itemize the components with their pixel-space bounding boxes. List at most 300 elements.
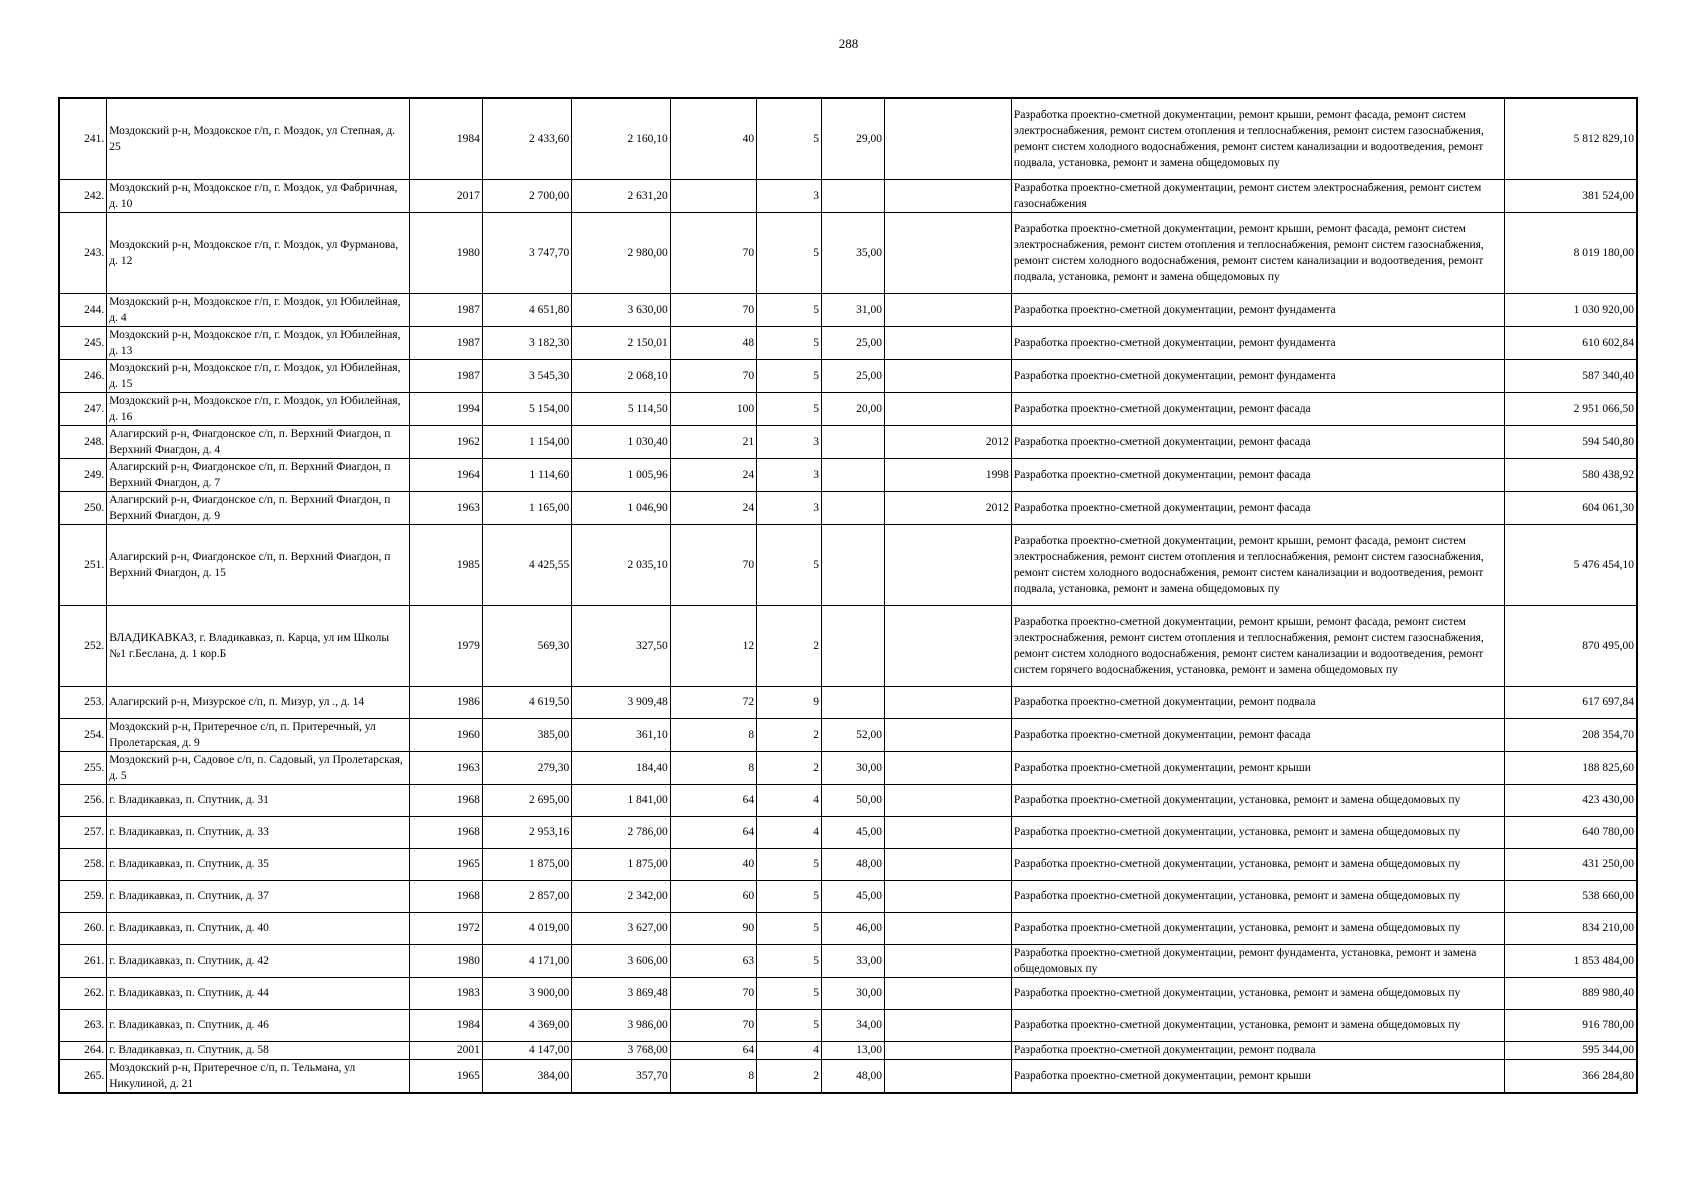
table-row	[59, 458, 1637, 491]
cell-year-built: 1979	[409, 605, 482, 686]
table-row	[59, 718, 1637, 751]
cell-residents: 24	[670, 458, 756, 491]
cell-area-total: 569,30	[482, 605, 571, 686]
cell-area-residential: 2 160,10	[572, 98, 670, 179]
cell-area-total: 3 182,30	[482, 326, 571, 359]
cell-last-repair-year	[885, 977, 1012, 1009]
table-row	[59, 1059, 1637, 1093]
cell-address: Моздокский р-н, Моздокское г/п, г. Моздок, ул Юбилейная, д. 13	[107, 326, 410, 359]
cell-works: Разработка проектно-сметной документации, ремонт фундамента, установка, ремонт и замена общедомовых пу	[1011, 944, 1505, 977]
cell-year-built: 1963	[409, 491, 482, 524]
cell-works: Разработка проектно-сметной документации, ремонт крыши, ремонт фасада, ремонт систем электроснабжения, ремонт систем отопления и теплоснабжения, ремонт систем газоснабжения, ремонт систем холодного водоснабжения, ремонт систем канализации и водоотведения, ремонт подвала, установка, ремонт и замена общедомовых пу	[1011, 212, 1505, 293]
cell-works: Разработка проектно-сметной документации, ремонт крыши	[1011, 1059, 1505, 1093]
cell-last-repair-year	[885, 944, 1012, 977]
cell-wear-percent	[822, 179, 885, 212]
cell-year-built: 1984	[409, 1009, 482, 1041]
cell-year-built: 1980	[409, 212, 482, 293]
cell-area-residential: 2 980,00	[572, 212, 670, 293]
cell-last-repair-year	[885, 524, 1012, 605]
cell-wear-percent: 35,00	[822, 212, 885, 293]
cell-address: ВЛАДИКАВКАЗ, г. Владикавказ, п. Карца, ул им Школы №1 г.Беслана, д. 1 кор.Б	[107, 605, 410, 686]
cell-area-total: 4 147,00	[482, 1041, 571, 1059]
cell-last-repair-year	[885, 912, 1012, 944]
table-row	[59, 977, 1637, 1009]
cell-area-total: 4 019,00	[482, 912, 571, 944]
cell-last-repair-year: 1998	[885, 458, 1012, 491]
cell-row-number: 248.	[59, 425, 107, 458]
cell-residents: 63	[670, 944, 756, 977]
cell-year-built: 1983	[409, 977, 482, 1009]
cell-wear-percent: 48,00	[822, 1059, 885, 1093]
cell-row-number: 257.	[59, 816, 107, 848]
cell-cost: 1 853 484,00	[1505, 944, 1637, 977]
cell-floors: 3	[757, 458, 822, 491]
cell-row-number: 265.	[59, 1059, 107, 1093]
cell-row-number: 256.	[59, 784, 107, 816]
cell-floors: 5	[757, 912, 822, 944]
cell-address: г. Владикавказ, п. Спутник, д. 33	[107, 816, 410, 848]
cell-residents: 8	[670, 751, 756, 784]
cell-residents: 21	[670, 425, 756, 458]
table-row	[59, 491, 1637, 524]
cell-area-total: 1 875,00	[482, 848, 571, 880]
cell-area-residential: 1 046,90	[572, 491, 670, 524]
cell-row-number: 260.	[59, 912, 107, 944]
cell-cost: 8 019 180,00	[1505, 212, 1637, 293]
cell-residents: 12	[670, 605, 756, 686]
cell-row-number: 252.	[59, 605, 107, 686]
cell-wear-percent: 25,00	[822, 326, 885, 359]
table-row	[59, 848, 1637, 880]
cell-floors: 5	[757, 944, 822, 977]
cell-area-total: 4 171,00	[482, 944, 571, 977]
table-row	[59, 392, 1637, 425]
cell-floors: 5	[757, 392, 822, 425]
cell-works: Разработка проектно-сметной документации, ремонт фасада	[1011, 718, 1505, 751]
cell-area-total: 3 747,70	[482, 212, 571, 293]
cell-residents: 100	[670, 392, 756, 425]
cell-area-total: 279,30	[482, 751, 571, 784]
cell-area-total: 384,00	[482, 1059, 571, 1093]
cell-wear-percent: 13,00	[822, 1041, 885, 1059]
cell-wear-percent	[822, 425, 885, 458]
cell-floors: 4	[757, 1041, 822, 1059]
cell-floors: 5	[757, 98, 822, 179]
table-row	[59, 524, 1637, 605]
cell-works: Разработка проектно-сметной документации, ремонт фасада	[1011, 491, 1505, 524]
cell-works: Разработка проектно-сметной документации, ремонт крыши, ремонт фасада, ремонт систем электроснабжения, ремонт систем отопления и теплоснабжения, ремонт систем газоснабжения, ремонт систем холодного водоснабжения, ремонт систем канализации и водоотведения, ремонт подвала, установка, ремонт и замена общедомовых пу	[1011, 98, 1505, 179]
cell-address: Моздокский р-н, Моздокское г/п, г. Моздок, ул Фурманова, д. 12	[107, 212, 410, 293]
cell-area-total: 2 433,60	[482, 98, 571, 179]
cell-row-number: 254.	[59, 718, 107, 751]
cell-floors: 5	[757, 524, 822, 605]
cell-area-residential: 3 909,48	[572, 686, 670, 718]
cell-works: Разработка проектно-сметной документации, установка, ремонт и замена общедомовых пу	[1011, 816, 1505, 848]
cell-residents: 70	[670, 293, 756, 326]
table-row	[59, 751, 1637, 784]
cell-row-number: 253.	[59, 686, 107, 718]
cell-year-built: 1963	[409, 751, 482, 784]
cell-residents: 90	[670, 912, 756, 944]
cell-works: Разработка проектно-сметной документации, установка, ремонт и замена общедомовых пу	[1011, 977, 1505, 1009]
table-row	[59, 686, 1637, 718]
cell-cost: 640 780,00	[1505, 816, 1637, 848]
cell-last-repair-year	[885, 359, 1012, 392]
cell-address: г. Владикавказ, п. Спутник, д. 40	[107, 912, 410, 944]
table-row	[59, 912, 1637, 944]
cell-year-built: 1987	[409, 359, 482, 392]
cell-area-residential: 2 786,00	[572, 816, 670, 848]
cell-address: Алагирский р-н, Мизурское с/п, п. Мизур, ул ., д. 14	[107, 686, 410, 718]
cell-area-total: 2 695,00	[482, 784, 571, 816]
cell-wear-percent	[822, 458, 885, 491]
cell-area-total: 1 154,00	[482, 425, 571, 458]
cell-wear-percent: 48,00	[822, 848, 885, 880]
cell-cost: 889 980,40	[1505, 977, 1637, 1009]
cell-year-built: 1968	[409, 784, 482, 816]
cell-wear-percent: 52,00	[822, 718, 885, 751]
cell-row-number: 251.	[59, 524, 107, 605]
cell-last-repair-year	[885, 98, 1012, 179]
cell-row-number: 249.	[59, 458, 107, 491]
cell-floors: 4	[757, 816, 822, 848]
cell-residents: 72	[670, 686, 756, 718]
cell-residents: 40	[670, 98, 756, 179]
cell-area-residential: 2 035,10	[572, 524, 670, 605]
cell-area-total: 3 900,00	[482, 977, 571, 1009]
cell-works: Разработка проектно-сметной документации, установка, ремонт и замена общедомовых пу	[1011, 784, 1505, 816]
cell-row-number: 243.	[59, 212, 107, 293]
cell-cost: 366 284,80	[1505, 1059, 1637, 1093]
cell-area-residential: 1 030,40	[572, 425, 670, 458]
cell-wear-percent	[822, 491, 885, 524]
cell-year-built: 1994	[409, 392, 482, 425]
cell-cost: 2 951 066,50	[1505, 392, 1637, 425]
cell-works: Разработка проектно-сметной документации, ремонт фундамента	[1011, 293, 1505, 326]
cell-last-repair-year: 2012	[885, 425, 1012, 458]
cell-area-residential: 3 606,00	[572, 944, 670, 977]
cell-last-repair-year	[885, 880, 1012, 912]
table-row	[59, 605, 1637, 686]
cell-area-residential: 184,40	[572, 751, 670, 784]
cell-cost: 538 660,00	[1505, 880, 1637, 912]
cell-year-built: 1984	[409, 98, 482, 179]
cell-wear-percent	[822, 524, 885, 605]
cell-wear-percent: 30,00	[822, 977, 885, 1009]
cell-area-total: 2 700,00	[482, 179, 571, 212]
cell-area-residential: 5 114,50	[572, 392, 670, 425]
table-row	[59, 359, 1637, 392]
cell-year-built: 1987	[409, 326, 482, 359]
cell-works: Разработка проектно-сметной документации, ремонт систем электроснабжения, ремонт систем газоснабжения	[1011, 179, 1505, 212]
page-number: 288	[838, 36, 859, 51]
cell-year-built: 1964	[409, 458, 482, 491]
cell-area-residential: 361,10	[572, 718, 670, 751]
cell-cost: 834 210,00	[1505, 912, 1637, 944]
cell-row-number: 255.	[59, 751, 107, 784]
cell-year-built: 2017	[409, 179, 482, 212]
cell-area-residential: 3 630,00	[572, 293, 670, 326]
cell-residents: 64	[670, 784, 756, 816]
cell-row-number: 246.	[59, 359, 107, 392]
cell-year-built: 1985	[409, 524, 482, 605]
cell-cost: 431 250,00	[1505, 848, 1637, 880]
cell-wear-percent: 45,00	[822, 880, 885, 912]
cell-year-built: 1986	[409, 686, 482, 718]
cell-address: Моздокский р-н, Моздокское г/п, г. Моздок, ул Юбилейная, д. 15	[107, 359, 410, 392]
cell-area-total: 385,00	[482, 718, 571, 751]
cell-floors: 2	[757, 718, 822, 751]
cell-last-repair-year: 2012	[885, 491, 1012, 524]
cell-address: Алагирский р-н, Фиагдонское с/п, п. Верхний Фиагдон, п Верхний Фиагдон, д. 9	[107, 491, 410, 524]
cell-cost: 5 812 829,10	[1505, 98, 1637, 179]
cell-area-total: 4 425,55	[482, 524, 571, 605]
cell-last-repair-year	[885, 392, 1012, 425]
cell-last-repair-year	[885, 816, 1012, 848]
cell-works: Разработка проектно-сметной документации, ремонт крыши, ремонт фасада, ремонт систем электроснабжения, ремонт систем отопления и теплоснабжения, ремонт систем газоснабжения, ремонт систем холодного водоснабжения, ремонт систем канализации и водоотведения, ремонт систем горячего водоснабжения, установка, ремонт и замена общедомовых пу	[1011, 605, 1505, 686]
cell-floors: 2	[757, 751, 822, 784]
cell-address: Моздокский р-н, Моздокское г/п, г. Моздок, ул Юбилейная, д. 4	[107, 293, 410, 326]
cell-address: г. Владикавказ, п. Спутник, д. 35	[107, 848, 410, 880]
cell-floors: 3	[757, 425, 822, 458]
cell-row-number: 259.	[59, 880, 107, 912]
cell-wear-percent	[822, 605, 885, 686]
cell-floors: 5	[757, 880, 822, 912]
cell-year-built: 1965	[409, 1059, 482, 1093]
cell-area-total: 5 154,00	[482, 392, 571, 425]
cell-last-repair-year	[885, 212, 1012, 293]
table-row	[59, 326, 1637, 359]
cell-area-total: 4 619,50	[482, 686, 571, 718]
cell-wear-percent: 29,00	[822, 98, 885, 179]
cell-year-built: 1968	[409, 816, 482, 848]
cell-area-residential: 2 342,00	[572, 880, 670, 912]
table-row	[59, 212, 1637, 293]
cell-year-built: 1980	[409, 944, 482, 977]
cell-residents: 40	[670, 848, 756, 880]
cell-area-residential: 3 627,00	[572, 912, 670, 944]
cell-wear-percent: 34,00	[822, 1009, 885, 1041]
cell-residents: 64	[670, 816, 756, 848]
cell-cost: 594 540,80	[1505, 425, 1637, 458]
cell-cost: 587 340,40	[1505, 359, 1637, 392]
cell-cost: 1 030 920,00	[1505, 293, 1637, 326]
cell-row-number: 244.	[59, 293, 107, 326]
cell-area-residential: 1 841,00	[572, 784, 670, 816]
cell-works: Разработка проектно-сметной документации, ремонт фундамента	[1011, 359, 1505, 392]
cell-year-built: 1962	[409, 425, 482, 458]
cell-wear-percent	[822, 686, 885, 718]
cell-row-number: 261.	[59, 944, 107, 977]
cell-wear-percent: 30,00	[822, 751, 885, 784]
table-row	[59, 1009, 1637, 1041]
cell-area-total: 4 651,80	[482, 293, 571, 326]
cell-area-total: 1 114,60	[482, 458, 571, 491]
cell-cost: 381 524,00	[1505, 179, 1637, 212]
cell-area-residential: 3 768,00	[572, 1041, 670, 1059]
cell-area-residential: 1 875,00	[572, 848, 670, 880]
cell-cost: 5 476 454,10	[1505, 524, 1637, 605]
cell-cost: 208 354,70	[1505, 718, 1637, 751]
cell-cost: 617 697,84	[1505, 686, 1637, 718]
cell-row-number: 241.	[59, 98, 107, 179]
cell-row-number: 264.	[59, 1041, 107, 1059]
cell-cost: 595 344,00	[1505, 1041, 1637, 1059]
cell-residents	[670, 179, 756, 212]
cell-residents: 8	[670, 718, 756, 751]
cell-row-number: 263.	[59, 1009, 107, 1041]
cell-last-repair-year	[885, 1041, 1012, 1059]
table-row	[59, 179, 1637, 212]
table-row	[59, 98, 1637, 179]
cell-cost: 423 430,00	[1505, 784, 1637, 816]
cell-residents: 48	[670, 326, 756, 359]
cell-last-repair-year	[885, 293, 1012, 326]
cell-year-built: 1968	[409, 880, 482, 912]
cell-wear-percent: 45,00	[822, 816, 885, 848]
table-row	[59, 293, 1637, 326]
cell-wear-percent: 33,00	[822, 944, 885, 977]
cell-last-repair-year	[885, 848, 1012, 880]
cell-cost: 870 495,00	[1505, 605, 1637, 686]
cell-floors: 5	[757, 359, 822, 392]
cell-row-number: 262.	[59, 977, 107, 1009]
cell-address: Моздокский р-н, Моздокское г/п, г. Моздок, ул Юбилейная, д. 16	[107, 392, 410, 425]
cell-works: Разработка проектно-сметной документации, ремонт фундамента	[1011, 326, 1505, 359]
cell-wear-percent: 20,00	[822, 392, 885, 425]
cell-area-residential: 2 150,01	[572, 326, 670, 359]
cell-works: Разработка проектно-сметной документации, ремонт подвала	[1011, 686, 1505, 718]
cell-area-total: 2 857,00	[482, 880, 571, 912]
cell-last-repair-year	[885, 326, 1012, 359]
cell-floors: 5	[757, 212, 822, 293]
cell-address: Моздокский р-н, Моздокское г/п, г. Моздок, ул Фабричная, д. 10	[107, 179, 410, 212]
cell-cost: 580 438,92	[1505, 458, 1637, 491]
cell-cost: 610 602,84	[1505, 326, 1637, 359]
cell-works: Разработка проектно-сметной документации, установка, ремонт и замена общедомовых пу	[1011, 1009, 1505, 1041]
cell-address: г. Владикавказ, п. Спутник, д. 44	[107, 977, 410, 1009]
cell-cost: 916 780,00	[1505, 1009, 1637, 1041]
cell-wear-percent: 46,00	[822, 912, 885, 944]
cell-last-repair-year	[885, 718, 1012, 751]
cell-works: Разработка проектно-сметной документации, установка, ремонт и замена общедомовых пу	[1011, 848, 1505, 880]
cell-cost: 188 825,60	[1505, 751, 1637, 784]
cell-floors: 2	[757, 605, 822, 686]
cell-floors: 4	[757, 784, 822, 816]
cell-address: Моздокский р-н, Притеречное с/п, п. Тельмана, ул Никулиной, д. 21	[107, 1059, 410, 1093]
cell-last-repair-year	[885, 1009, 1012, 1041]
cell-floors: 5	[757, 1009, 822, 1041]
cell-works: Разработка проектно-сметной документации, ремонт крыши	[1011, 751, 1505, 784]
cell-area-residential: 327,50	[572, 605, 670, 686]
cell-address: Алагирский р-н, Фиагдонское с/п, п. Верхний Фиагдон, п Верхний Фиагдон, д. 15	[107, 524, 410, 605]
cell-residents: 70	[670, 359, 756, 392]
cell-residents: 60	[670, 880, 756, 912]
cell-address: Моздокский р-н, Притеречное с/п, п. Притеречный, ул Пролетарская, д. 9	[107, 718, 410, 751]
cell-area-residential: 3 869,48	[572, 977, 670, 1009]
cell-row-number: 242.	[59, 179, 107, 212]
cell-area-residential: 1 005,96	[572, 458, 670, 491]
cell-address: г. Владикавказ, п. Спутник, д. 58	[107, 1041, 410, 1059]
cell-floors: 9	[757, 686, 822, 718]
cell-last-repair-year	[885, 179, 1012, 212]
cell-address: Моздокский р-н, Моздокское г/п, г. Моздок, ул Степная, д. 25	[107, 98, 410, 179]
cell-floors: 5	[757, 293, 822, 326]
cell-floors: 5	[757, 326, 822, 359]
cell-cost: 604 061,30	[1505, 491, 1637, 524]
cell-floors: 2	[757, 1059, 822, 1093]
cell-row-number: 258.	[59, 848, 107, 880]
cell-works: Разработка проектно-сметной документации, ремонт фасада	[1011, 425, 1505, 458]
cell-wear-percent: 31,00	[822, 293, 885, 326]
cell-works: Разработка проектно-сметной документации, ремонт подвала	[1011, 1041, 1505, 1059]
cell-area-residential: 357,70	[572, 1059, 670, 1093]
cell-address: Алагирский р-н, Фиагдонское с/п, п. Верхний Фиагдон, п Верхний Фиагдон, д. 4	[107, 425, 410, 458]
cell-floors: 3	[757, 491, 822, 524]
cell-wear-percent: 50,00	[822, 784, 885, 816]
cell-residents: 8	[670, 1059, 756, 1093]
cell-address: г. Владикавказ, п. Спутник, д. 46	[107, 1009, 410, 1041]
cell-works: Разработка проектно-сметной документации, ремонт крыши, ремонт фасада, ремонт систем электроснабжения, ремонт систем отопления и теплоснабжения, ремонт систем газоснабжения, ремонт систем холодного водоснабжения, ремонт систем канализации и водоотведения, ремонт подвала, установка, ремонт и замена общедомовых пу	[1011, 524, 1505, 605]
cell-row-number: 250.	[59, 491, 107, 524]
cell-row-number: 247.	[59, 392, 107, 425]
cell-address: г. Владикавказ, п. Спутник, д. 42	[107, 944, 410, 977]
cell-floors: 3	[757, 179, 822, 212]
cell-last-repair-year	[885, 751, 1012, 784]
cell-works: Разработка проектно-сметной документации, ремонт фасада	[1011, 458, 1505, 491]
cell-residents: 70	[670, 977, 756, 1009]
cell-year-built: 1987	[409, 293, 482, 326]
cell-floors: 5	[757, 977, 822, 1009]
cell-last-repair-year	[885, 784, 1012, 816]
cell-address: Моздокский р-н, Садовое с/п, п. Садовый, ул Пролетарская, д. 5	[107, 751, 410, 784]
cell-area-total: 4 369,00	[482, 1009, 571, 1041]
cell-floors: 5	[757, 848, 822, 880]
cell-last-repair-year	[885, 1059, 1012, 1093]
cell-area-total: 1 165,00	[482, 491, 571, 524]
repair-program-table	[58, 97, 1638, 1094]
table-row	[59, 944, 1637, 977]
cell-area-total: 3 545,30	[482, 359, 571, 392]
cell-residents: 70	[670, 212, 756, 293]
cell-year-built: 2001	[409, 1041, 482, 1059]
cell-year-built: 1960	[409, 718, 482, 751]
cell-last-repair-year	[885, 605, 1012, 686]
cell-address: г. Владикавказ, п. Спутник, д. 37	[107, 880, 410, 912]
cell-area-total: 2 953,16	[482, 816, 571, 848]
cell-residents: 64	[670, 1041, 756, 1059]
table-row	[59, 1041, 1637, 1059]
table-row	[59, 816, 1637, 848]
cell-works: Разработка проектно-сметной документации, установка, ремонт и замена общедомовых пу	[1011, 880, 1505, 912]
cell-year-built: 1965	[409, 848, 482, 880]
cell-address: Алагирский р-н, Фиагдонское с/п, п. Верхний Фиагдон, п Верхний Фиагдон, д. 7	[107, 458, 410, 491]
cell-area-residential: 2 068,10	[572, 359, 670, 392]
table-row	[59, 880, 1637, 912]
cell-residents: 70	[670, 1009, 756, 1041]
cell-year-built: 1972	[409, 912, 482, 944]
cell-wear-percent: 25,00	[822, 359, 885, 392]
cell-row-number: 245.	[59, 326, 107, 359]
cell-area-residential: 3 986,00	[572, 1009, 670, 1041]
cell-address: г. Владикавказ, п. Спутник, д. 31	[107, 784, 410, 816]
cell-last-repair-year	[885, 686, 1012, 718]
cell-residents: 24	[670, 491, 756, 524]
cell-works: Разработка проектно-сметной документации, установка, ремонт и замена общедомовых пу	[1011, 912, 1505, 944]
cell-area-residential: 2 631,20	[572, 179, 670, 212]
cell-residents: 70	[670, 524, 756, 605]
table-row	[59, 425, 1637, 458]
